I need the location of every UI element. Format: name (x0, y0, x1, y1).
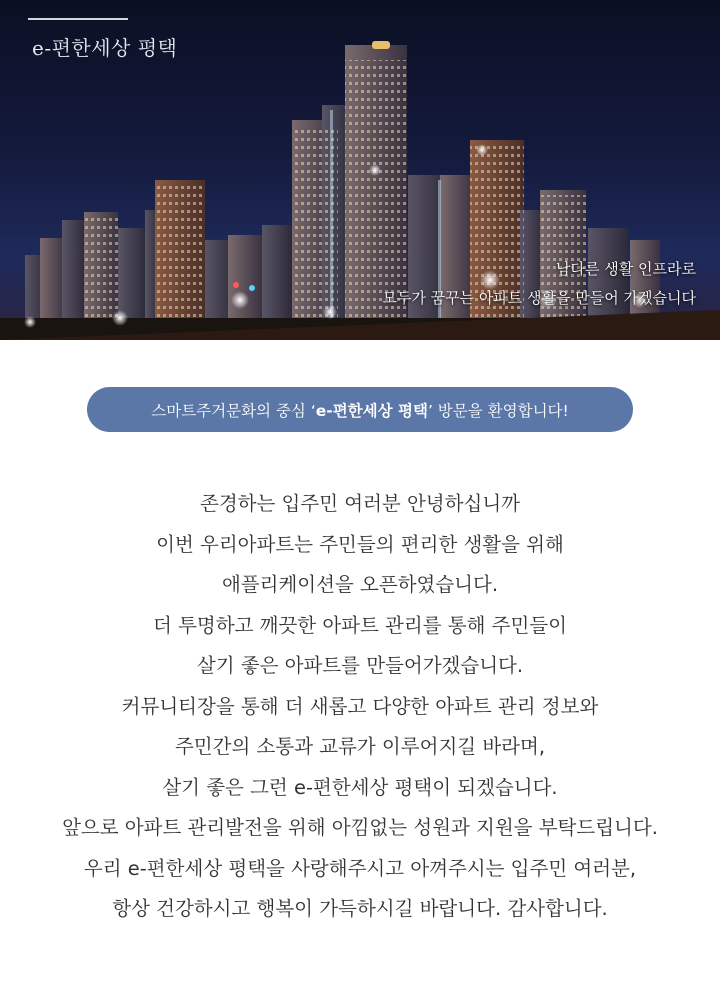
brand-divider (28, 18, 128, 20)
message-line: 주민간의 소통과 교류가 이루어지길 바라며, (174, 735, 546, 758)
welcome-prefix: 스마트주거문화의 중심 ‘ (151, 401, 316, 420)
greeting-message (0, 484, 720, 930)
message-line: 존경하는 입주민 여러분 안녕하십니까 (200, 492, 520, 515)
hero-tagline-line-2: 모두가 꿈꾸는 아파트 생활을 만들어 가겠습니다 (382, 289, 696, 307)
hero-tagline-line-1: 남다른 생활 인프라로 (556, 260, 696, 278)
welcome-suffix: ’ 방문을 환영합니다! (427, 401, 569, 420)
message-line: 살기 좋은 아파트를 만들어가겠습니다. (196, 654, 524, 677)
message-line: 이번 우리아파트는 주민들의 편리한 생활을 위해 (156, 532, 564, 556)
message-line: 우리 e-편한세상 평택을 사랑해주시고 아껴주시는 입주민 여러분, (83, 856, 637, 880)
message-line: 더 투명하고 깨끗한 아파트 관리를 통해 주민들이 (153, 613, 567, 637)
brand-title: e-편한세상 평택 (32, 36, 178, 60)
message-line: 살기 좋은 그런 e-편한세상 평택이 되겠습니다. (162, 775, 558, 799)
hero-banner (0, 0, 720, 340)
message-line: 커뮤니티장을 통해 더 새롭고 다양한 아파트 관리 정보와 (121, 694, 599, 718)
welcome-highlight: e-편한세상 평택 (315, 401, 428, 420)
message-line: 앞으로 아파트 관리발전을 위해 아낌없는 성원과 지원을 부탁드립니다. (62, 816, 658, 839)
message-line: 항상 건강하시고 행복이 가득하시길 바랍니다. 감사합니다. (112, 897, 608, 920)
message-line: 애플리케이션을 오픈하였습니다. (221, 573, 499, 596)
welcome-banner (87, 387, 633, 432)
